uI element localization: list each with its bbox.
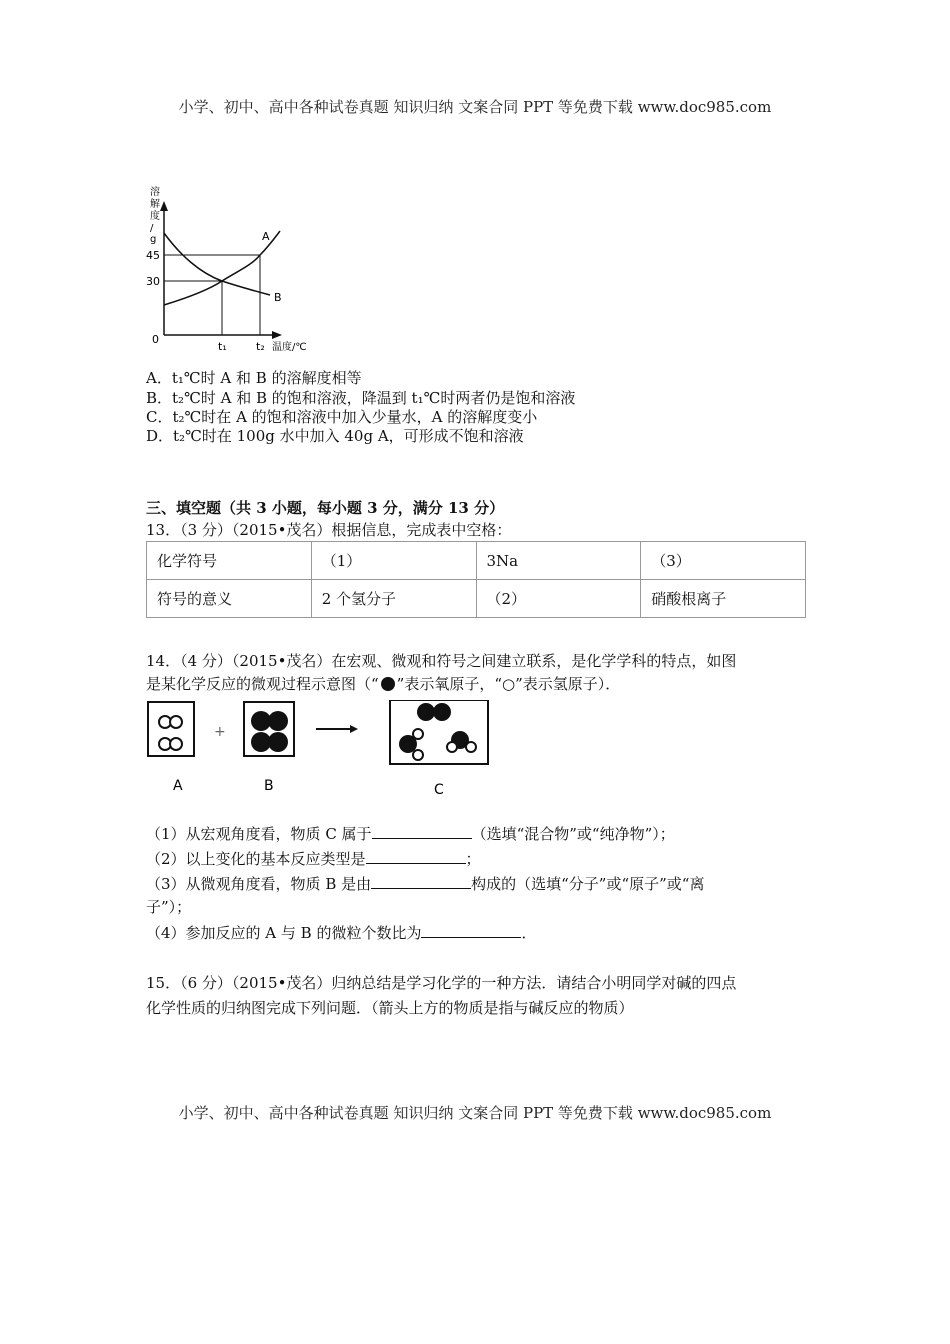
table-cell: 符号的意义 bbox=[147, 580, 312, 618]
q14-sub4 bbox=[146, 922, 537, 943]
oxygen-atom-icon bbox=[268, 711, 288, 731]
chart-ylabel-c4: / bbox=[150, 223, 154, 234]
q14-stem-line2-a: 是某化学反应的微观过程示意图（“ bbox=[146, 675, 379, 693]
page-header: 小学、初中、高中各种试卷真题 知识归纳 文案合同 PPT 等免费下载 www.doc985.com bbox=[178, 98, 772, 116]
table-cell: （3） bbox=[641, 542, 806, 580]
oxygen-atom-icon bbox=[433, 703, 451, 721]
solubility-chart bbox=[140, 185, 320, 355]
chart-ylabel-c3: 度 bbox=[150, 211, 160, 222]
q14-sub1-b: （选填“混合物”或“纯净物”）； bbox=[471, 825, 675, 843]
q14-sub1-a: （1）从宏观角度看，物质 C 属于 bbox=[146, 825, 372, 843]
table-cell: 2 个氢分子 bbox=[311, 580, 476, 618]
chart-ytick-45: 45 bbox=[146, 249, 160, 262]
q14-sub4-b: ． bbox=[521, 924, 537, 942]
table-row bbox=[147, 580, 806, 618]
answer-blank[interactable] bbox=[371, 874, 471, 889]
hydrogen-atom-icon bbox=[447, 742, 457, 752]
q14-stem-line1: 14．（4 分）（2015•茂名）在宏观、微观和符号之间建立联系，是化学学科的特点，如图 bbox=[146, 652, 737, 670]
hydrogen-atom-icon bbox=[413, 729, 423, 739]
chart-origin: 0 bbox=[152, 333, 159, 346]
hydrogen-atom-icon bbox=[170, 738, 182, 750]
chart-xtick-t2: t₂ bbox=[256, 340, 265, 353]
q12-option-c: C．t₂℃时在 A 的饱和溶液中加入少量水，A 的溶解度变小 bbox=[146, 408, 538, 426]
table-row bbox=[147, 542, 806, 580]
q15-line2: 化学性质的归纳图完成下列问题．（箭头上方的物质是指与碱反应的物质） bbox=[146, 999, 634, 1017]
fig-label-c: C bbox=[434, 782, 444, 798]
chart-ylabel-c1: 溶 bbox=[150, 187, 160, 198]
q14-stem-line2-b: ”表示氧原子，“○”表示氢原子）． bbox=[396, 675, 621, 693]
answer-blank[interactable] bbox=[421, 923, 521, 938]
fig-label-a: A bbox=[173, 778, 183, 794]
q12-option-d: D．t₂℃时在 100g 水中加入 40g A，可形成不饱和溶液 bbox=[146, 427, 524, 445]
q14-sub2-a: （2）以上变化的基本反应类型是 bbox=[146, 850, 366, 868]
page-footer: 小学、初中、高中各种试卷真题 知识归纳 文案合同 PPT 等免费下载 www.doc985.com bbox=[178, 1104, 772, 1122]
hydrogen-atom-icon bbox=[466, 742, 476, 752]
oxygen-atom-icon bbox=[381, 677, 395, 691]
q14-sub3 bbox=[146, 873, 704, 894]
table-cell: 3Na bbox=[476, 542, 641, 580]
q14-sub4-a: （4）参加反应的 A 与 B 的微粒个数比为 bbox=[146, 924, 422, 942]
q12-option-b: B．t₂℃时 A 和 B 的饱和溶液，降温到 t₁℃时两者仍是饱和溶液 bbox=[146, 389, 576, 407]
table-cell: （2） bbox=[476, 580, 641, 618]
chart-ylabel-c5: g bbox=[150, 234, 157, 245]
q13-table bbox=[146, 541, 806, 618]
chart-curve-b bbox=[164, 233, 270, 295]
answer-blank[interactable] bbox=[372, 824, 472, 839]
plus-sign: + bbox=[214, 724, 226, 740]
q15-line1: 15．（6 分）（2015•茂名）归纳总结是学习化学的一种方法．请结合小明同学对碱的四点 bbox=[146, 974, 737, 992]
section3-title: 三、填空题（共 3 小题，每小题 3 分，满分 13 分） bbox=[146, 499, 505, 517]
q14-sub3-a: （3）从微观角度看，物质 B 是由 bbox=[146, 875, 372, 893]
chart-label-b: B bbox=[274, 291, 282, 304]
chart-x-arrow bbox=[272, 331, 282, 339]
q14-sub2-b: ； bbox=[465, 850, 481, 868]
table-cell: （1） bbox=[311, 542, 476, 580]
fig-label-b: B bbox=[264, 778, 274, 794]
q13-stem: 13．（3 分）（2015•茂名）根据信息，完成表中空格： bbox=[146, 521, 512, 539]
chart-ytick-30: 30 bbox=[146, 275, 160, 288]
q14-sub3-b: 构成的（选填“分子”或“原子”或“离 bbox=[471, 875, 705, 893]
hydrogen-atom-icon bbox=[170, 716, 182, 728]
table-cell: 硝酸根离子 bbox=[641, 580, 806, 618]
chart-label-a: A bbox=[262, 230, 270, 243]
chart-xlabel: 温度/℃ bbox=[272, 342, 307, 353]
answer-blank[interactable] bbox=[366, 849, 466, 864]
chart-xtick-t1: t₁ bbox=[218, 340, 227, 353]
q14-sub2 bbox=[146, 848, 481, 869]
chart-y-arrow bbox=[160, 201, 168, 211]
table-cell: 化学符号 bbox=[147, 542, 312, 580]
chart-ylabel-c2: 解 bbox=[150, 199, 160, 210]
q14-sub3-cont: 子”）； bbox=[146, 898, 192, 916]
q14-sub1 bbox=[146, 823, 675, 844]
oxygen-atom-icon bbox=[417, 703, 435, 721]
arrow-head-icon bbox=[350, 725, 358, 733]
hydrogen-atom-icon bbox=[413, 750, 423, 760]
reaction-diagram bbox=[146, 700, 506, 800]
oxygen-atom-icon bbox=[268, 732, 288, 752]
q14-stem-line2 bbox=[146, 673, 620, 694]
q12-option-a: A．t₁℃时 A 和 B 的溶解度相等 bbox=[146, 369, 362, 387]
